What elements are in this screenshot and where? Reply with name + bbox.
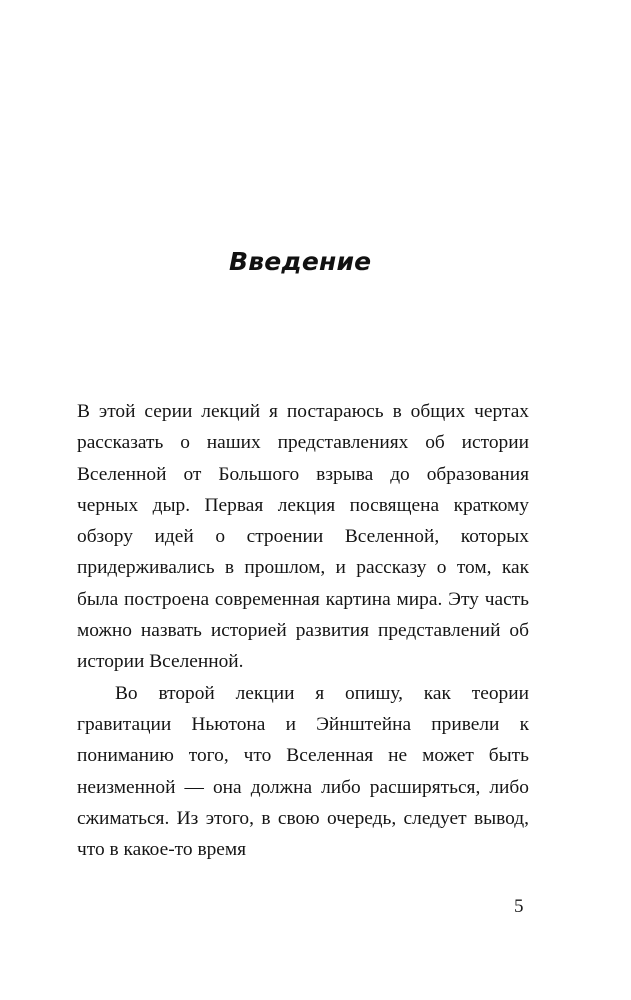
body-text — [77, 396, 529, 865]
page-number: 5 — [514, 896, 524, 917]
paragraph: В этой серии лекций я постараюсь в общих чертах рассказать о наших представлениях об истории Вселенной от Большого взрыва до образования черных дыр. Первая лекция посвящена краткому обзору идей о строении Вселенной, которых придерживались в прошлом, и рассказу о том, как была построена современная картина мира. Эту часть можно назвать историей развития представлений об истории Вселенной. — [77, 401, 529, 673]
paragraph: Во второй лекции я опишу, как теории гравитации Ньютона и Эйнштейна привели к пониманию того, что Вселенная не может быть неизменной — она должна либо расширяться, либо сжиматься. Из этого, в свою очередь, следует вывод, что в какое-то время — [77, 682, 529, 861]
chapter-title: Введение — [229, 247, 372, 276]
page-content — [77, 0, 529, 1000]
